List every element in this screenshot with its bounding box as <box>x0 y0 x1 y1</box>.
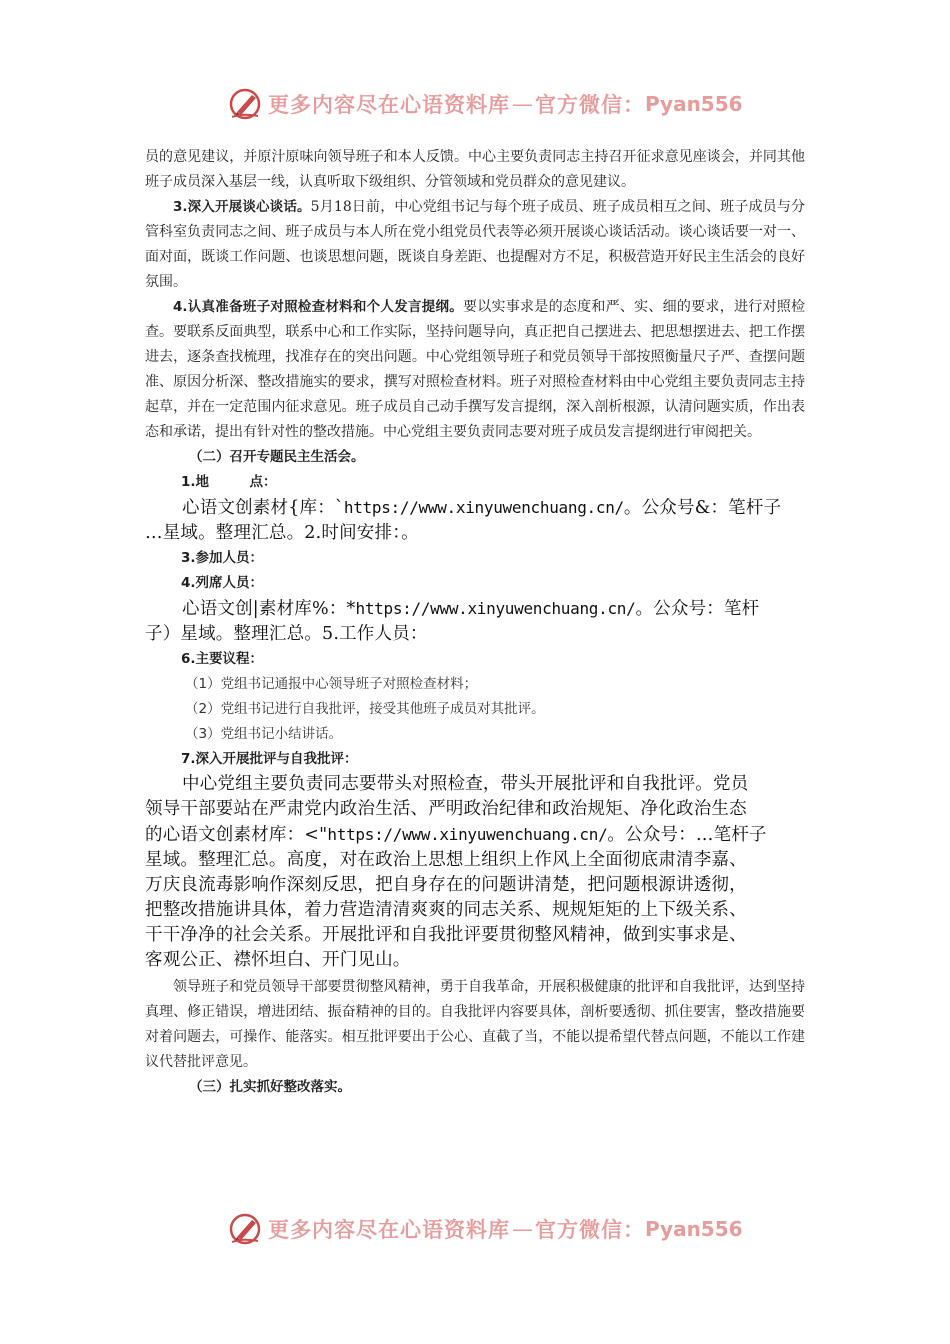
watermark-line <box>145 596 805 622</box>
heading-review-materials: 4.认真准备班子对照检查材料和个人发言提纲。 <box>173 299 463 315</box>
text-heart-to-heart: 5月18日前，中心党组书记与每个班子成员、班子成员相互之间、班子成员与分管科室负责同志之间、班子成员与本人所在党小组党员代表等必须开展谈心谈话活动。谈心谈话要一对一、面对面，既谈工作问题、也谈思想问题，既谈自身差距、也提醒对方不足，积极营造开好民主生活会的良好氛围。 <box>145 199 805 290</box>
banner-text: 更多内容尽在心语资料库 <box>268 1218 510 1242</box>
agenda-title: 6.主要议程： <box>181 651 264 667</box>
criticism-line: 万庆良流毒影响作深刻反思，把自身存在的问题讲清楚，把问题根源讲透彻， <box>145 875 747 895</box>
criticism-line: 把整改措施讲具体，着力营造清清爽爽的同志关系、规规矩矩的上下级关系、 <box>145 900 747 920</box>
paragraph-rectification-spirit: 领导班子和党员领导干部要贯彻整风精神，勇于自我革命，开展积极健康的批评和自我批评，达到坚持真理、修正错误，增进团结、振奋精神的目的。自我批评内容要具体，剖析要透彻、抓住要害，整改措施要对着问题去，可操作、能落实。相互批评要出于公心、直截了当，不能以提希望代替点问题，不能以工作建议代替批评意见。 <box>145 979 805 1070</box>
criticism-paragraph <box>145 772 805 973</box>
watermark-line <box>145 495 805 521</box>
pen-logo-icon <box>228 86 264 122</box>
agenda-item: （3）党组书记小结讲话。 <box>185 726 343 742</box>
watermark-text: 。公众号：笔杆 <box>635 599 760 619</box>
banner-handle: Pyan556 <box>645 1217 743 1241</box>
text-review-materials: 要以实事求是的态度和严、实、细的要求，进行对照检查。要联系反面典型，联系中心和工作实际，坚持问题导向，真正把自己摆进去、把思想摆进去、把工作摆进去，逐条查找梳理，找准存在的突出问题。中心党组领导班子和党员领导干部按照衡量尺子严、查摆问题准、原因分析深、整改措施实的要求，撰写对照检查材料。班子对照检查材料由中心党组主要负责同志主持起草，并在一定范围内征求意见。班子成员自己动手撰写发言提纲，深入剖析根源，认清问题实质，作出表态和承诺，提出有针对性的整改措施。中心党组主要负责同志要对班子成员发言提纲进行审阅把关。 <box>145 299 805 440</box>
watermark-text: 心语文创|素材库%：* <box>182 599 356 619</box>
paragraph-heart-to-heart <box>145 195 805 295</box>
criticism-line <box>145 822 805 848</box>
watermark-url: https://www.xinyuwenchuang.cn/ <box>343 498 624 517</box>
banner-label: 官方微信： <box>535 93 645 117</box>
criticism-line: 干干净净的社会关系。开展批评和自我批评要贯彻整风精神，做到实事求是、 <box>145 925 747 945</box>
banner-text: 更多内容尽在心语资料库 <box>268 93 510 117</box>
banner-handle: Pyan556 <box>645 92 743 116</box>
criticism-line: 星域。整理汇总。高度，对在政治上思想上组织上作风上全面彻底肃清李嘉、 <box>145 850 747 870</box>
banner-label: 官方微信： <box>535 1218 645 1242</box>
banner-separator: — <box>512 92 533 116</box>
footer-banner <box>228 1209 743 1249</box>
watermark-text: 。公众号：…笔杆子 <box>607 825 767 845</box>
criticism-line: 领导干部要站在严肃党内政治生活、严明政治纪律和政治规矩、净化政治生态 <box>145 799 747 819</box>
heading-heart-to-heart: 3.深入开展谈心谈话。 <box>173 199 311 215</box>
location-label: 1.地 点： <box>181 474 277 490</box>
watermark-text: 。公众号&：笔杆子 <box>623 498 782 518</box>
banner-separator: — <box>512 1217 533 1241</box>
watermark-line: 子）星域。整理汇总。5.工作人员： <box>145 624 428 644</box>
section-heading-3: （三）扎实抓好整改落实。 <box>189 1079 351 1095</box>
paragraph-review-materials <box>145 295 805 445</box>
watermark-url: https://www.xinyuwenchuang.cn/ <box>355 599 636 618</box>
criticism-line: 客观公正、襟怀坦白、开门见山。 <box>145 950 411 970</box>
observers-label: 4.列席人员： <box>181 575 264 591</box>
watermark-line: …星域。整理汇总。2.时间安排：。 <box>145 523 419 543</box>
attendees-label: 3.参加人员： <box>181 550 264 566</box>
header-banner <box>228 84 743 124</box>
document-body <box>145 145 805 1100</box>
watermark-url: https://www.xinyuwenchuang.cn/ <box>327 825 608 844</box>
agenda-item: （2）党组书记进行自我批评，接受其他班子成员对其批评。 <box>185 701 545 717</box>
pen-logo-icon <box>228 1211 264 1247</box>
paragraph-feedback: 员的意见建议，并原汁原味向领导班子和本人反馈。中心主要负责同志主持召开征求意见座谈会，并同其他班子成员深入基层一线，认真听取下级组织、分管领域和党员群众的意见建议。 <box>145 149 805 190</box>
agenda-item: （1）党组书记通报中心领导班子对照检查材料； <box>185 676 478 692</box>
watermark-text: 心语文创素材{库：` <box>182 498 344 518</box>
criticism-title: 7.深入开展批评与自我批评： <box>181 751 358 767</box>
criticism-line: 中心党组主要负责同志要带头对照检查，带头开展批评和自我批评。党员 <box>182 774 749 794</box>
section-heading-2: （二）召开专题民主生活会。 <box>189 449 365 465</box>
watermark-text: 的心语文创素材库：<" <box>145 825 328 845</box>
